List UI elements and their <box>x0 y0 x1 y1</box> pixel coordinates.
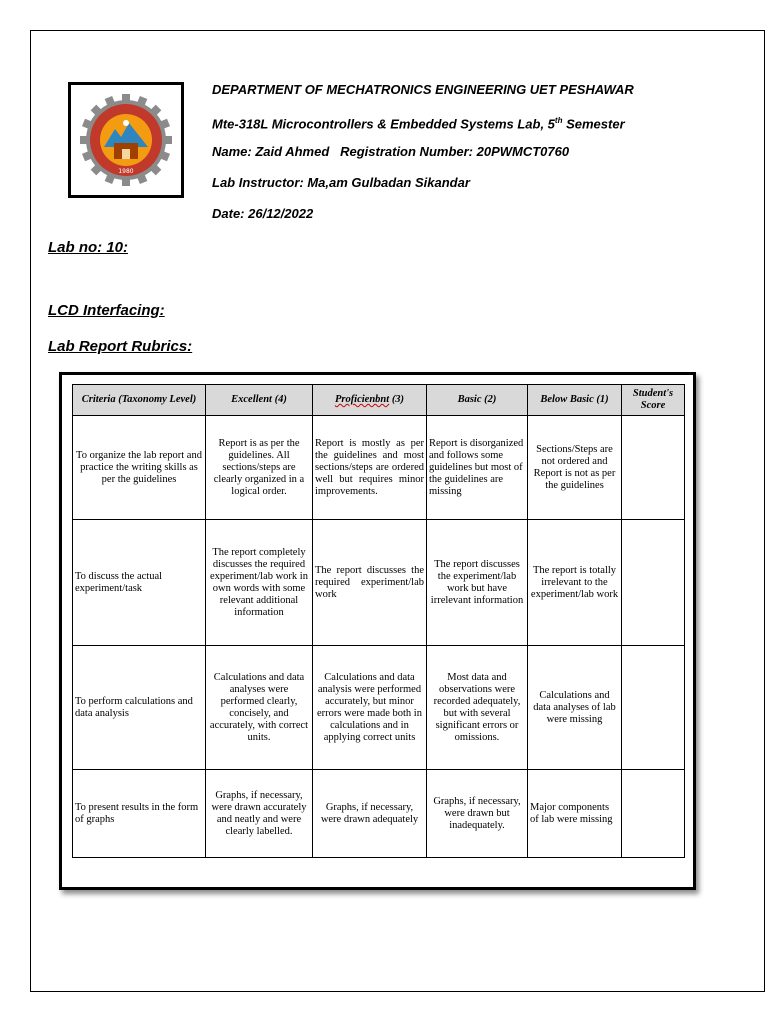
basic-cell: Most data and observations were recorded adequately, but with several significant errors or omissions. <box>427 646 528 770</box>
department-name: DEPARTMENT OF MECHATRONICS ENGINEERING UET PESHAWAR <box>212 82 634 97</box>
table-row <box>73 770 685 858</box>
table-row <box>73 416 685 520</box>
logo-year: 1980 <box>118 168 134 175</box>
rubric-table <box>72 384 685 858</box>
excellent-cell: The report completely discusses the required experiment/lab work in own words with some relevant additional information <box>206 520 313 646</box>
excellent-cell: Calculations and data analyses were performed clearly, concisely, and accurately, with correct units. <box>206 646 313 770</box>
table-row <box>73 646 685 770</box>
below-basic-header: Below Basic (1) <box>528 385 622 416</box>
rubrics-heading: Lab Report Rubrics: <box>48 338 193 355</box>
below-basic-cell: Calculations and data analyses of lab were missing <box>528 646 622 770</box>
score-header: Student's Score <box>622 385 685 416</box>
criteria-cell: To discuss the actual experiment/task <box>73 520 206 646</box>
criteria-header: Criteria (Taxonomy Level) <box>73 385 206 416</box>
instructor-line: Lab Instructor: Ma,am Gulbadan Sikandar <box>212 175 470 190</box>
course-title: Mte-318L Microcontrollers & Embedded Systems Lab, 5 <box>212 116 555 132</box>
course-line <box>212 111 634 142</box>
rubric-header-row <box>73 385 685 416</box>
excellent-header: Excellent (4) <box>206 385 313 416</box>
score-cell[interactable] <box>622 646 685 770</box>
proficient-header <box>313 385 427 416</box>
below-basic-cell: The report is totally irrelevant to the experiment/lab work <box>528 520 622 646</box>
lab-number-heading: Lab no: 10: <box>48 239 129 256</box>
below-basic-cell: Major components of lab were missing <box>528 770 622 858</box>
lab-title-heading: LCD Interfacing: <box>48 302 165 319</box>
excellent-cell: Report is as per the guidelines. All sections/steps are clearly organized in a logical order. <box>206 416 313 520</box>
table-row <box>73 520 685 646</box>
university-logo <box>68 82 184 198</box>
proficient-word: Proficienbnt <box>334 394 390 405</box>
proficient-cell: The report discusses the required experiment/lab work <box>313 520 427 646</box>
basic-cell: Report is disorganized and follows some guidelines but most of the guidelines are missing <box>427 416 528 520</box>
basic-cell: Graphs, if necessary, were drawn but inadequately. <box>427 770 528 858</box>
proficient-cell: Report is mostly as per the guidelines and most sections/steps are ordered well but requires minor improvements. <box>313 416 427 520</box>
criteria-cell: To present results in the form of graphs <box>73 770 206 858</box>
date-line: Date: 26/12/2022 <box>212 206 314 221</box>
course-semester: Semester <box>562 116 625 132</box>
proficient-cell: Calculations and data analysis were performed accurately, but minor errors were made both in calculations and in applying correct units <box>313 646 427 770</box>
criteria-cell: To perform calculations and data analysis <box>73 646 206 770</box>
score-cell[interactable] <box>622 416 685 520</box>
proficient-cell: Graphs, if necessary, were drawn adequately <box>313 770 427 858</box>
below-basic-cell: Sections/Steps are not ordered and Report is not as per the guidelines <box>528 416 622 520</box>
student-name-line: Name: Zaid Ahmed Registration Number: 20PWMCT0760 <box>212 144 570 159</box>
score-cell[interactable] <box>622 770 685 858</box>
course-ordinal: th <box>554 116 563 125</box>
rubric-frame <box>59 372 696 890</box>
proficient-score: (3) <box>389 394 405 405</box>
criteria-cell: To organize the lab report and practice the writing skills as per the guidelines <box>73 416 206 520</box>
basic-header: Basic (2) <box>427 385 528 416</box>
basic-cell: The report discusses the experiment/lab work but have irrelevant information <box>427 520 528 646</box>
score-cell[interactable] <box>622 520 685 646</box>
excellent-cell: Graphs, if necessary, were drawn accurately and neatly and were clearly labelled. <box>206 770 313 858</box>
university-seal-icon <box>77 91 175 189</box>
header-block <box>212 80 634 235</box>
